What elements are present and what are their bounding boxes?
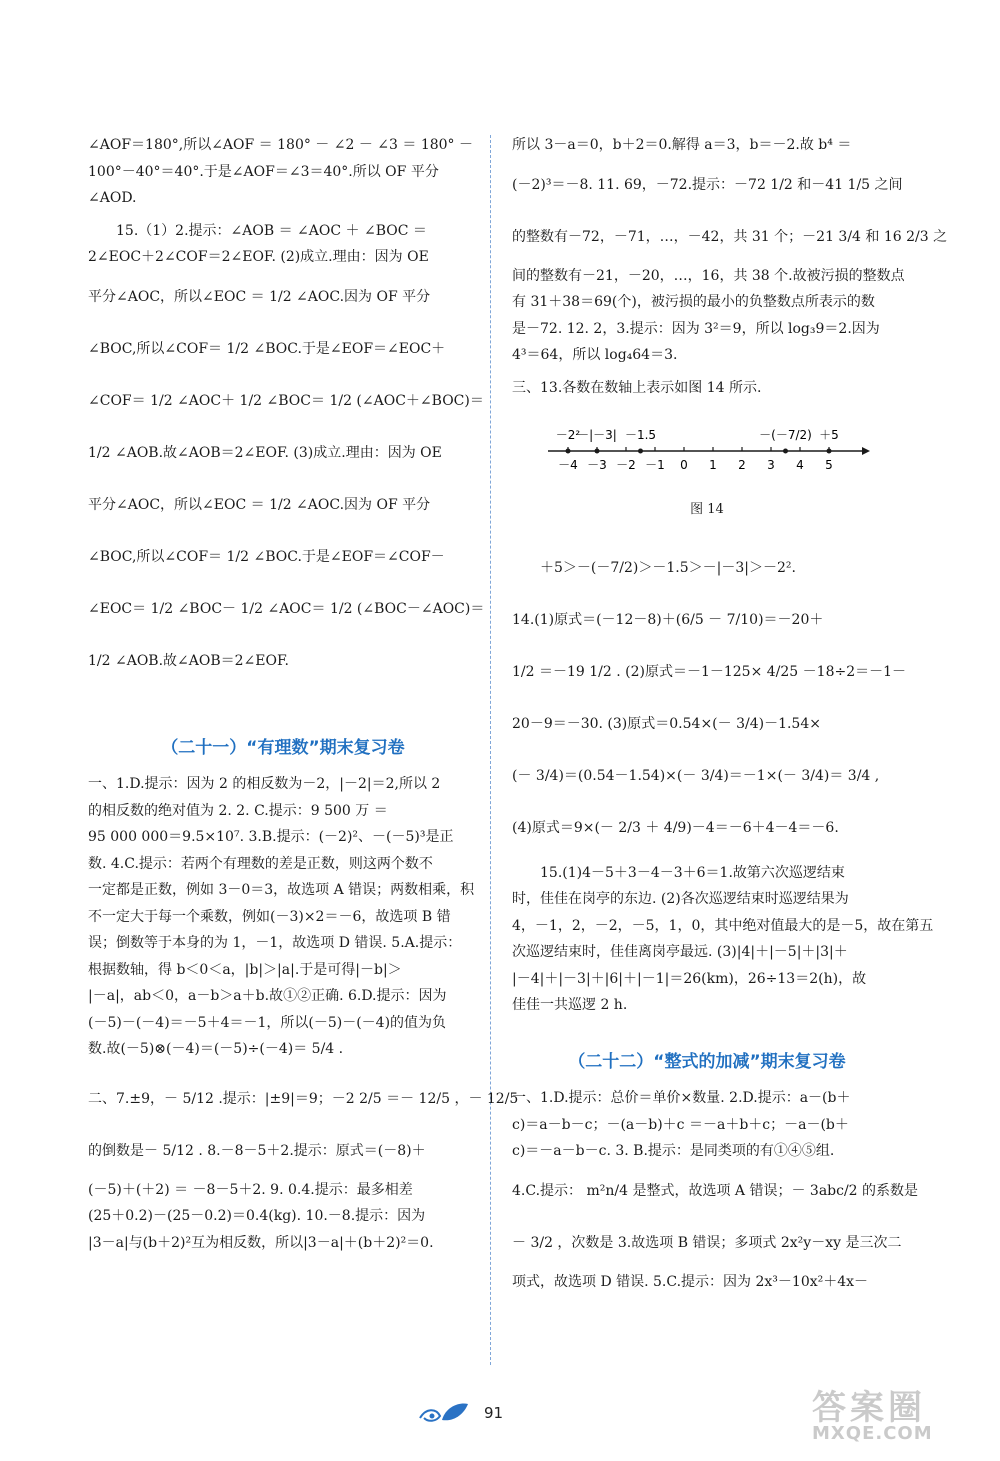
number-line-figure <box>512 407 902 497</box>
text-line: 次巡逻结束时，佳佳离岗亭最远. (3)|4|＋|－5|＋|3|＋ <box>512 944 848 960</box>
text-line: 一、1.D.提示：因为 2 的相反数为－2，|－2|＝2,所以 2 <box>88 776 441 792</box>
text-line: ∠AOD. <box>88 190 137 206</box>
answer-paragraph-21-part2 <box>88 1073 519 1257</box>
text-line: 的整数有－72，－71，…，－42，共 31 个；－21 3/4 和 16 2/3 之 <box>512 228 948 245</box>
page-number: 91 <box>484 1404 504 1422</box>
number-point <box>595 449 600 454</box>
answer-paragraph-15-right <box>512 860 934 1019</box>
right-column <box>512 132 948 1295</box>
text-line: (－5)－(－4)＝－5＋4＝－1，所以(－5)－(－4)的值为负 <box>88 1014 447 1031</box>
tick-label: －1 <box>645 458 665 472</box>
number-point <box>827 449 832 454</box>
text-line: 1/2 ∠AOB.故∠AOB＝2∠EOF. (3)成立.理由：因为 OE <box>88 444 442 461</box>
answer-paragraph-14 <box>512 594 907 854</box>
left-column <box>88 132 519 1256</box>
point-label: －1.5 <box>624 428 657 442</box>
text-line: 20－9＝－30. (3)原式＝0.54×(－ 3/4)－1.54× <box>512 715 821 732</box>
tick-label: －4 <box>558 458 578 472</box>
section-title-22: （二十二）“整式的加减”期末复习卷 <box>568 1051 846 1072</box>
tick-label: 5 <box>825 458 833 472</box>
tick-label: －2 <box>616 458 636 472</box>
text-line: 平分∠AOC，所以∠EOC ＝ 1/2 ∠AOC.因为 OF 平分 <box>88 288 431 305</box>
text-line: 的相反数的绝对值为 2. 2. C.提示：9 500 万 ＝ <box>88 802 388 819</box>
watermark-text: 答案圈 <box>812 1388 926 1428</box>
watermark-url: MXQE.COM <box>812 1423 933 1444</box>
text-line: 平分∠AOC，所以∠EOC ＝ 1/2 ∠AOC.因为 OF 平分 <box>88 496 431 513</box>
text-line: 15.（1）2.提示：∠AOB ＝ ∠AOC ＋ ∠BOC ＝ <box>116 222 427 239</box>
text-line: 15.(1)4－5＋3－4－3＋6＝1.故第六次巡逻结束 <box>540 864 845 881</box>
text-line: 2∠EOC＋2∠COF＝2∠EOF. (2)成立.理由：因为 OE <box>88 249 429 265</box>
text-line: 4，－1，2，－2，－5，1，0，其中绝对值最大的是－5，故在第五 <box>512 917 934 934</box>
text-line: ∠EOC＝ 1/2 ∠BOC－ 1/2 ∠AOC＝ 1/2 (∠BOC－∠AOC)＝ <box>88 600 485 617</box>
text-line: 三、13.各数在数轴上表示如图 14 所示. <box>512 379 762 396</box>
text-line: 95 000 000＝9.5×10⁷. 3.B.提示：(－2)²、－(－5)³是正 <box>88 829 454 845</box>
point-label: ＋5 <box>819 428 839 442</box>
text-line: 14.(1)原式＝(－12－8)＋(6/5 － 7/10)＝－20＋ <box>512 611 824 628</box>
text-line: 二、7.±9，－ 5/12 .提示：|±9|＝9；－2 2/5 ＝－ 12/5 ，－ 12/5 <box>88 1090 519 1107</box>
text-line: 所以 3－a＝0，b＋2＝0.解得 a＝3，b＝－2.故 b⁴ ＝ <box>512 137 852 153</box>
figure-caption: 图 14 <box>690 502 724 517</box>
text-line: 项式，故选项 D 错误. 5.C.提示：因为 2x³－10x²＋4x－ <box>512 1273 869 1290</box>
text-line: |－a|，ab＜0，a－b＞a＋b.故①②正确. 6.D.提示：因为 <box>88 988 447 1004</box>
text-line: ∠AOF＝180°,所以∠AOF ＝ 180° － ∠2 － ∠3 ＝ 180° － <box>88 137 474 153</box>
text-line: (4)原式＝9×(－ 2/3 ＋ 4/9)－4＝－6＋4－4＝－6. <box>512 819 839 836</box>
section-title-21: （二十一）“有理数”期末复习卷 <box>161 737 405 758</box>
text-line: 时，佳佳在岗亭的东边. (2)各次巡逻结束时巡逻结果为 <box>512 891 849 907</box>
text-line: c)＝a－b－c；－(a－b)＋c ＝－a＋b＋c；－a－(b＋ <box>512 1116 849 1133</box>
text-line: ∠COF＝ 1/2 ∠AOC＋ 1/2 ∠BOC＝ 1/2 (∠AOC＋∠BOC)＝ <box>88 392 484 409</box>
text-line: 1/2 ∠AOB.故∠AOB＝2∠EOF. <box>88 652 289 669</box>
watermark-logo <box>812 1380 992 1460</box>
point-label: －2² <box>555 428 581 442</box>
text-line: 一定都是正数，例如 3－0＝3，故选项 A 错误；两数相乘，积 <box>88 882 475 898</box>
tick-label: 3 <box>767 458 775 472</box>
text-line: |3－a|与(b＋2)²互为相反数，所以|3－a|＋(b＋2)²＝0. <box>88 1234 434 1251</box>
leaf-ornament-icon <box>416 1398 476 1428</box>
text-line: 4³＝64，所以 log₄64＝3. <box>512 347 678 363</box>
text-line: 1/2 ＝－19 1/2 . (2)原式＝－1－125× 4/25 －18÷2＝－1－ <box>512 663 907 680</box>
text-line: 有 31＋38＝69(个)，被污损的最小的负整数点所表示的数 <box>512 294 875 310</box>
text-line: ∠BOC,所以∠COF＝ 1/2 ∠BOC.于是∠EOF＝∠COF－ <box>88 548 445 565</box>
text-line: 误；倒数等于本身的为 1，－1，故选项 D 错误. 5.A.提示： <box>88 935 462 951</box>
column-divider <box>490 135 491 1365</box>
text-line: ＋5＞－(－7/2)＞－1.5＞－|－3|＞－2². <box>540 559 796 576</box>
tick-label: 4 <box>796 458 804 472</box>
text-line: ∠BOC,所以∠COF＝ 1/2 ∠BOC.于是∠EOF＝∠EOC＋ <box>88 340 446 357</box>
text-line: (－2)³＝－8. 11. 69，－72.提示：－72 1/2 和－41 1/5 之间 <box>512 176 903 193</box>
answer-paragraph-22 <box>512 1085 919 1295</box>
text-line: 根据数轴，得 b＜0＜a，|b|＞|a|.于是可得|－b|＞ <box>88 961 402 978</box>
tick-label: －3 <box>587 458 607 472</box>
point-label: －|－3| <box>577 428 617 442</box>
answer-paragraph-21-part1 <box>88 771 478 1063</box>
text-line: 4.C.提示： m²n/4 是整式，故选项 A 错误；－ 3abc/2 的系数是 <box>512 1182 919 1199</box>
answer-paragraph-15 <box>88 218 485 687</box>
tick-label: 2 <box>738 458 746 472</box>
text-line: 100°－40°＝40°.于是∠AOF＝∠3＝40°.所以 OF 平分 <box>88 163 439 180</box>
answer-paragraph-13 <box>512 375 902 402</box>
text-line: － 3/2 ，次数是 3.故选项 B 错误；多项式 2x²y－xy 是三次二 <box>512 1234 902 1251</box>
text-line: 数. 4.C.提示：若两个有理数的差是正数，则这两个数不 <box>88 855 433 872</box>
text-line: |－4|＋|－3|＋|6|＋|－1|＝26(km)，26÷13＝2(h)，故 <box>512 970 867 987</box>
number-point <box>638 449 643 454</box>
text-line: 的倒数是－ 5/12 . 8.－8－5＋2.提示：原式＝(－8)＋ <box>88 1142 426 1159</box>
text-line: 一、1.D.提示：总价＝单价×数量. 2.D.提示：a－(b＋ <box>512 1090 851 1106</box>
answer-paragraph-10-cont <box>512 132 948 369</box>
comparison-line <box>512 542 902 594</box>
number-line-svg <box>512 407 872 497</box>
text-line: 佳佳一共巡逻 2 h. <box>512 997 628 1013</box>
text-line: c)＝－a－b－c. 3. B.提示：是同类项的有①④⑤组. <box>512 1143 835 1159</box>
arrow-right-icon <box>862 447 870 455</box>
point-label: －(－7/2) <box>759 428 812 442</box>
answer-paragraph-14-cont <box>88 132 478 212</box>
number-line-points <box>556 428 839 454</box>
tick-label: 1 <box>709 458 717 472</box>
text-line: 间的整数有－21，－20，…，16，共 38 个.故被污损的整数点 <box>512 267 905 284</box>
text-line: (25＋0.2)－(25－0.2)＝0.4(kg). 10.－8.提示：因为 <box>88 1208 426 1224</box>
text-line: (－5)＋(＋2) ＝ －8－5＋2. 9. 0.4.提示：最多相差 <box>88 1181 413 1198</box>
text-line: 不一定大于每一个乘数，例如(－3)×2＝－6，故选项 B 错 <box>88 908 451 925</box>
number-point <box>783 449 788 454</box>
text-line: 数.故(－5)⊗(－4)＝(－5)÷(－4)＝ 5/4 . <box>88 1041 344 1057</box>
tick-label: 0 <box>680 458 688 472</box>
text-line: 是－72. 12. 2，3.提示：因为 3²＝9，所以 log₃9＝2.因为 <box>512 320 880 337</box>
text-line: (－ 3/4)＝(0.54－1.54)×(－ 3/4)＝－1×(－ 3/4)＝ 3/4 , <box>512 767 880 784</box>
number-point <box>566 449 571 454</box>
